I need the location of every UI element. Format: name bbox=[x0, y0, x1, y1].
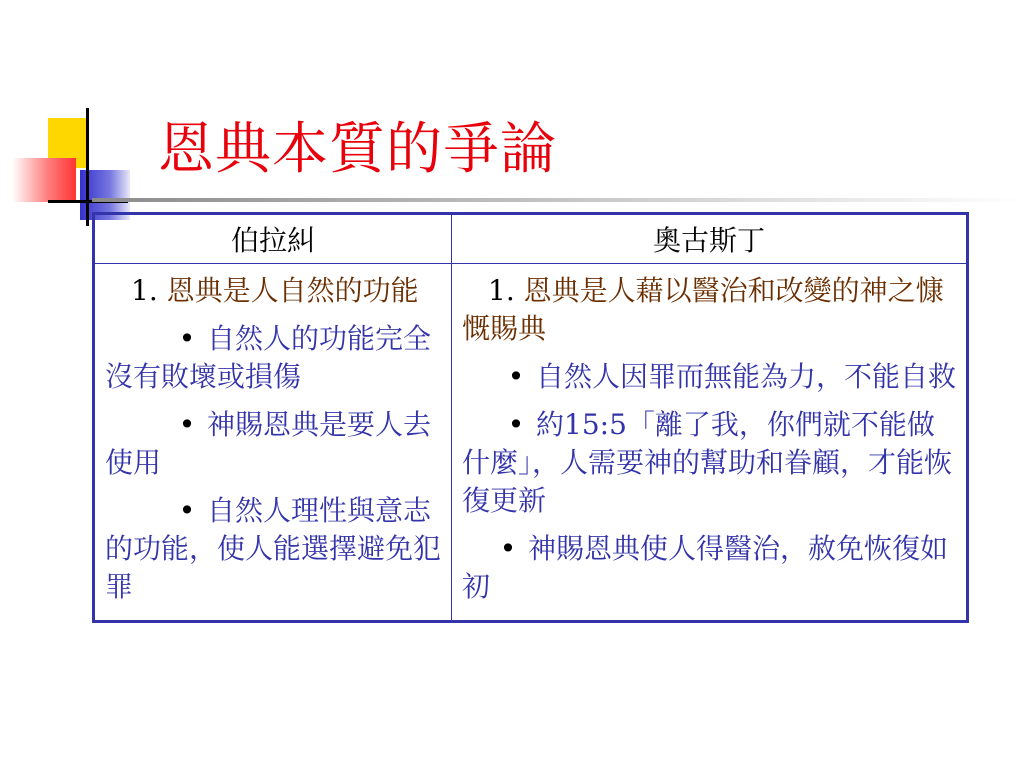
logo-vertical-line bbox=[86, 108, 89, 226]
pelagius-point bbox=[105, 492, 441, 606]
comparison-table bbox=[92, 212, 969, 623]
augustine-heading-number: 1. bbox=[488, 274, 515, 307]
slide-logo-decoration bbox=[0, 0, 140, 230]
pelagius-heading-number: 1. bbox=[131, 274, 158, 307]
logo-red-square bbox=[12, 158, 76, 202]
bullet-icon: • bbox=[507, 360, 525, 393]
point-text: 自然人因罪而無能為力，不能自救 bbox=[536, 360, 957, 393]
table-body-row bbox=[94, 264, 968, 622]
point-text: 自然人的功能完全沒有敗壞或損傷 bbox=[105, 322, 432, 393]
point-text: 約15:5「離了我，你們就不能做什麼」，人需要神的幫助和眷顧，才能恢復更新 bbox=[462, 408, 953, 517]
title-underline-rule bbox=[92, 198, 1024, 202]
bullet-icon: • bbox=[178, 408, 196, 441]
augustine-point bbox=[462, 358, 956, 396]
table-header-row bbox=[94, 214, 968, 264]
augustine-point bbox=[462, 406, 956, 520]
pelagius-point bbox=[105, 406, 441, 482]
point-text: 神賜恩典使人得醫治，赦免恢復如初 bbox=[462, 532, 949, 603]
pelagius-point bbox=[105, 320, 441, 396]
header-augustine: 奧古斯丁 bbox=[452, 214, 968, 264]
slide-title: 恩典本質的爭論 bbox=[158, 117, 557, 182]
bullet-icon: • bbox=[499, 532, 517, 565]
augustine-point bbox=[462, 530, 956, 606]
bullet-icon: • bbox=[178, 494, 196, 527]
augustine-cell bbox=[452, 264, 968, 622]
pelagius-heading bbox=[105, 272, 441, 310]
point-text: 自然人理性與意志的功能，使人能選擇避免犯罪 bbox=[105, 494, 442, 603]
point-text: 神賜恩典是要人去使用 bbox=[105, 408, 432, 479]
augustine-heading bbox=[462, 272, 956, 348]
augustine-heading-text: 恩典是人藉以醫治和改變的神之慷慨賜典 bbox=[462, 274, 944, 345]
bullet-icon: • bbox=[507, 408, 525, 441]
pelagius-heading-text: 恩典是人自然的功能 bbox=[166, 274, 419, 307]
pelagius-cell bbox=[94, 264, 452, 622]
bullet-icon: • bbox=[178, 322, 196, 355]
header-pelagius: 伯拉糾 bbox=[94, 214, 452, 264]
